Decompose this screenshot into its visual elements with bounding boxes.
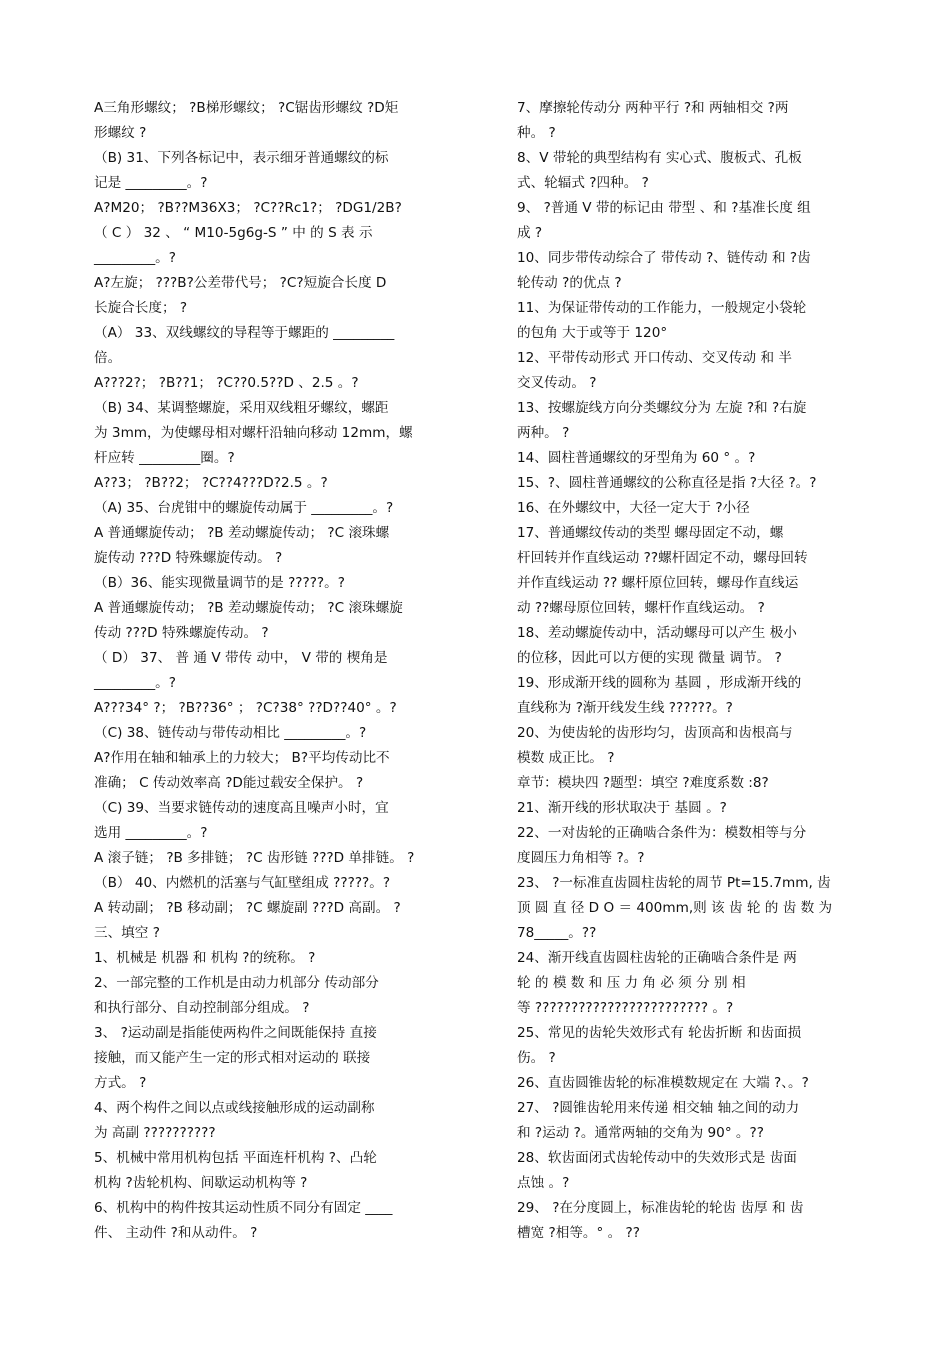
- text-line: 3、 ?运动副是指能使两构件之间既能保持 直接: [94, 1025, 377, 1041]
- text-line: （ D） 37、 普 通 V 带传 动中， V 带的 楔角是: [94, 650, 388, 666]
- text-line: 14、圆柱普通螺纹的牙型角为 60 ° 。?: [517, 450, 756, 466]
- text-line: （A） 33、双线螺纹的导程等于螺距的 _________: [94, 325, 395, 341]
- text-line: A?作用在轴和轴承上的力较大； B?平均传动比不: [94, 750, 390, 766]
- text-line: 并作直线运动 ?? 螺杆原位回转，螺母作直线运: [517, 575, 799, 591]
- text-line: 6、机构中的构件按其运动性质不同分有固定 ____: [94, 1200, 393, 1216]
- text-line: 25、常见的齿轮失效形式有 轮齿折断 和齿面损: [517, 1025, 802, 1041]
- text-line: A 转动副； ?B 移动副； ?C 螺旋副 ???D 高副。 ?: [94, 900, 401, 916]
- text-line: 22、一对齿轮的正确啮合条件为：模数相等与分: [517, 825, 807, 841]
- text-line: 和执行部分、自动控制部分组成。 ?: [94, 1000, 310, 1016]
- text-line: 机构 ?齿轮机构、间歇运动机构等 ?: [94, 1175, 308, 1191]
- text-line: 槽宽 ?相等。° 。 ??: [517, 1225, 640, 1241]
- text-line: 8、V 带轮的典型结构有 实心式、腹板式、孔板: [517, 150, 802, 166]
- text-line: 轮 的 模 数 和 压 力 角 必 须 分 别 相: [517, 975, 746, 991]
- text-line: A?M20； ?B??M36X3； ?C??Rc1?； ?DG1/2B?: [94, 200, 402, 216]
- text-line: 78_____。??: [517, 925, 597, 941]
- text-line: 29、 ?在分度圆上，标准齿轮的轮齿 齿厚 和 齿: [517, 1200, 804, 1216]
- text-line: A 普通螺旋传动； ?B 差动螺旋传动； ?C 滚珠螺: [94, 525, 390, 541]
- text-line: 5、机械中常用机构包括 平面连杆机构 ?、凸轮: [94, 1150, 377, 1166]
- text-line: A 普通螺旋传动； ?B 差动螺旋传动； ?C 滚珠螺旋: [94, 600, 403, 616]
- text-line: _________。?: [94, 250, 176, 266]
- text-line: （B) 31、下列各标记中，表示细牙普通螺纹的标: [94, 150, 389, 166]
- text-line: _________。?: [94, 675, 176, 691]
- text-line: （ C ） 32 、 “ M10-5g6g-S ” 中 的 S 表 示: [94, 225, 373, 241]
- text-line: 27、 ?圆锥齿轮用来传递 相交轴 轴之间的动力: [517, 1100, 800, 1116]
- text-line: 直线称为 ?渐开线发生线 ??????。?: [517, 700, 733, 716]
- text-line: 的位移，因此可以方便的实现 微量 调节。 ?: [517, 650, 782, 666]
- text-line: 的包角 大于或等于 120°: [517, 325, 668, 341]
- text-line: 传动 ???D 特殊螺旋传动。 ?: [94, 625, 269, 641]
- text-line: A???2?； ?B??1； ?C??0.5??D 、2.5 。?: [94, 375, 359, 391]
- text-line: 章节：模块四 ?题型：填空 ?难度系数 :8?: [517, 775, 769, 791]
- text-line: （B） 40、内燃机的活塞与气缸壁组成 ?????。?: [94, 875, 391, 891]
- text-line: 伤。 ?: [517, 1050, 556, 1066]
- text-line: 16、在外螺纹中，大径一定大于 ?小径: [517, 500, 750, 516]
- text-line: 交叉传动。 ?: [517, 375, 597, 391]
- text-line: 选用 _________。?: [94, 825, 208, 841]
- text-line: 26、直齿圆锥齿轮的标准模数规定在 大端 ?、。?: [517, 1075, 809, 1091]
- text-line: （B）36、能实现微量调节的是 ?????。?: [94, 575, 345, 591]
- text-line: 4、两个构件之间以点或线接触形成的运动副称: [94, 1100, 375, 1116]
- text-line: 17、普通螺纹传动的类型 螺母固定不动，螺: [517, 525, 784, 541]
- text-line: A???34° ?； ?B??36° ； ?C?38° ??D??40° 。?: [94, 700, 397, 716]
- text-line: 28、软齿面闭式齿轮传动中的失效形式是 齿面: [517, 1150, 797, 1166]
- text-line: 式、轮辐式 ?四种。 ?: [517, 175, 649, 191]
- text-line: 长旋合长度； ?: [94, 300, 188, 316]
- text-line: 顶 圆 直 径 D O ＝ 400mm,则 该 齿 轮 的 齿 数 为: [517, 900, 833, 916]
- text-line: 旋传动 ???D 特殊螺旋传动。 ?: [94, 550, 283, 566]
- left-column: [94, 96, 432, 1246]
- text-line: （C) 38、链传动与带传动相比 _________。?: [94, 725, 367, 741]
- text-line: 形螺纹 ?: [94, 125, 147, 141]
- text-line: 7、摩擦轮传动分 两种平行 ?和 两轴相交 ?两: [517, 100, 789, 116]
- text-line: 记是 _________。?: [94, 175, 208, 191]
- text-line: 9、 ?普通 V 带的标记由 带型 、和 ?基准长度 组: [517, 200, 811, 216]
- text-line: 和 ?运动 ?。通常两轴的交角为 90° 。??: [517, 1125, 764, 1141]
- text-line: 为 3mm，为使螺母相对螺杆沿轴向移动 12mm，螺: [94, 425, 413, 441]
- text-line: 11、为保证带传动的工作能力，一般规定小袋轮: [517, 300, 807, 316]
- text-line: 种。 ?: [517, 125, 556, 141]
- text-line: 2、一部完整的工作机是由动力机部分 传动部分: [94, 975, 379, 991]
- text-line: 10、同步带传动综合了 带传动 ?、链传动 和 ?齿: [517, 250, 811, 266]
- text-line: （C) 39、当要求链传动的速度高且噪声小时，宜: [94, 800, 389, 816]
- text-line: 15、?、圆柱普通螺纹的公称直径是指 ?大径 ?。?: [517, 475, 817, 491]
- text-line: 接触，而又能产生一定的形式相对运动的 联接: [94, 1050, 371, 1066]
- text-line: 等 ???????????????????????? 。?: [517, 1000, 734, 1016]
- text-line: 12、平带传动形式 开口传动、交叉传动 和 半: [517, 350, 792, 366]
- text-line: 杆应转 _________圈。?: [94, 450, 235, 466]
- text-line: 13、按螺旋线方向分类螺纹分为 左旋 ?和 ?右旋: [517, 400, 807, 416]
- text-line: （B) 34、某调整螺旋，采用双线粗牙螺纹，螺距: [94, 400, 389, 416]
- text-line: A?左旋； ???B?公差带代号； ?C?短旋合长度 D: [94, 275, 387, 291]
- text-line: 模数 成正比。 ?: [517, 750, 615, 766]
- text-line: 三、填空 ?: [94, 925, 160, 941]
- text-line: 20、为使齿轮的齿形均匀，齿顶高和齿根高与: [517, 725, 793, 741]
- text-line: 1、机械是 机器 和 机构 ?的统称。 ?: [94, 950, 316, 966]
- text-line: A??3； ?B??2； ?C??4???D?2.5 。?: [94, 475, 328, 491]
- text-line: 点蚀 。?: [517, 1175, 570, 1191]
- text-line: A三角形螺纹； ?B梯形螺纹； ?C锯齿形螺纹 ?D矩: [94, 100, 399, 116]
- text-line: 成 ?: [517, 225, 543, 241]
- text-line: （A) 35、台虎钳中的螺旋传动属于 _________。?: [94, 500, 394, 516]
- text-line: 两种。 ?: [517, 425, 570, 441]
- text-line: 方式。 ?: [94, 1075, 147, 1091]
- text-line: 18、差动螺旋传动中，活动螺母可以产生 极小: [517, 625, 797, 641]
- text-line: 件、 主动件 ?和从动件。 ?: [94, 1225, 258, 1241]
- text-line: 21、渐开线的形状取决于 基圆 。?: [517, 800, 727, 816]
- text-line: 为 高副 ??????????: [94, 1125, 216, 1141]
- text-line: A 滚子链； ?B 多排链； ?C 齿形链 ???D 单排链。 ?: [94, 850, 415, 866]
- text-line: 准确； C 传动效率高 ?D能过载安全保护。 ?: [94, 775, 364, 791]
- text-line: 动 ??螺母原位回转，螺杆作直线运动。 ?: [517, 600, 765, 616]
- text-line: 24、渐开线直齿圆柱齿轮的正确啮合条件是 两: [517, 950, 797, 966]
- text-line: 23、 ?一标准直齿圆柱齿轮的周节 Pt=15.7mm, 齿: [517, 875, 831, 891]
- text-line: 轮传动 ?的优点 ?: [517, 275, 622, 291]
- text-line: 倍。: [94, 350, 122, 366]
- right-column: [517, 96, 855, 1246]
- text-line: 19、形成渐开线的圆称为 基圆 ，形成渐开线的: [517, 675, 802, 691]
- text-line: 杆回转并作直线运动 ??螺杆固定不动，螺母回转: [517, 550, 808, 566]
- text-line: 度圆压力角相等 ?。?: [517, 850, 645, 866]
